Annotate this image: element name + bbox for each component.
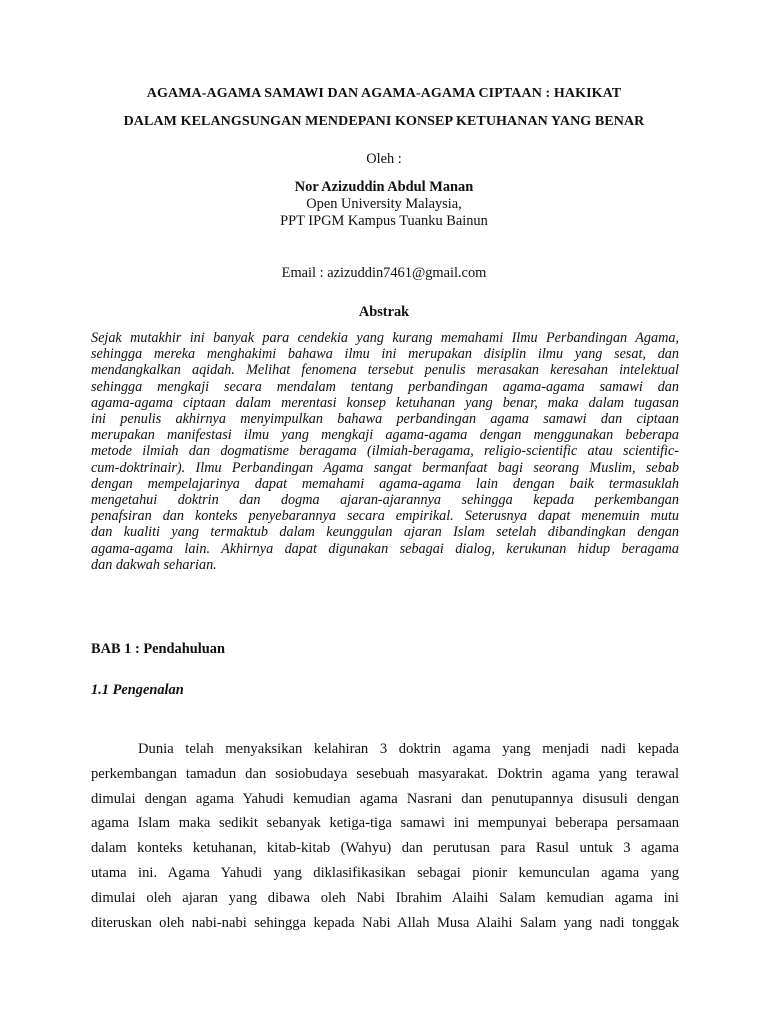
abstract-line: metode ilmiah dan dogmatisme beragama (ilmiah-beragama, religio-scientific atau scientific- <box>91 443 679 460</box>
section-heading: 1.1 Pengenalan <box>91 682 184 698</box>
chapter-body <box>91 737 679 935</box>
abstract-line: penafsiran dan konteks penyebarannya secara empirikal. Seterusnya dapat menemuin mutu <box>91 508 679 525</box>
paragraph-line: agama Islam maka sedikit sebanyak ketiga-tiga samawi ini mempunyai beberapa persamaan <box>91 815 679 832</box>
abstract-line: dan dakwah seharian. <box>91 556 217 573</box>
author-name: Nor Azizuddin Abdul Manan <box>294 179 474 195</box>
oleh-label: Oleh : <box>366 151 402 167</box>
abstract-line: cum-doktrinair). Ilmu Perbandingan Agama sangat bermanfaat bagi seorang Muslim, sebab <box>91 459 679 476</box>
paragraph-line: utama ini. Agama Yahudi yang diklasifikasikan sebagai pionir kemunculan agama yang <box>91 864 679 881</box>
chapter-heading: BAB 1 : Pendahuluan <box>91 641 225 657</box>
abstract-heading: Abstrak <box>358 304 410 320</box>
author-email: Email : azizuddin7461@gmail.com <box>281 265 487 281</box>
paragraph-line: dalam konteks ketuhanan, kitab-kitab (Wahyu) dan perutusan para Rasul untuk 3 agama <box>91 840 679 857</box>
paragraph-line: diteruskan oleh nabi-nabi sehingga kepada Nabi Allah Musa Alaihi Salam yang nadi tonggak <box>91 914 679 931</box>
abstract-line: dan kualiti yang termaktub dalam keunggulan ajaran Islam setelah dibandingkan dengan <box>91 524 679 541</box>
abstract-line: merupakan manifestasi ilmu yang mengkaji agama-agama dengan menggunakan beberapa <box>91 427 679 444</box>
abstract-body <box>91 330 679 573</box>
title-line-2: DALAM KELANGSUNGAN MENDEPANI KONSEP KETUHANAN YANG BENAR <box>123 114 645 129</box>
abstract-line: sehingga mengkaji secara mendalam tentang perbandingan agama-agama samawi dan <box>91 378 679 395</box>
abstract-line: sehingga mereka menghakimi bahawa ilmu ini merupakan disiplin ilmu yang sesat, dan <box>91 346 679 363</box>
affiliation-line-2: PPT IPGM Kampus Tuanku Bainun <box>280 213 488 229</box>
abstract-line: Sejak mutakhir ini banyak para cendekia yang kurang memahami Ilmu Perbandingan Agama, <box>91 330 679 346</box>
abstract-line: mendangkalkan aqidah. Melihat fenomena tersebut penulis merasakan keresahan intelektual <box>91 362 679 379</box>
abstract-line: ini penulis akhirnya menyimpulkan bahawa perbandingan agama samawi dan ciptaan <box>91 411 679 428</box>
paragraph-line: Dunia telah menyaksikan kelahiran 3 doktrin agama yang menjadi nadi kepada <box>138 741 679 757</box>
paragraph-line: dimulai oleh ajaran yang dibawa oleh Nabi Ibrahim Alaihi Salam kemudian agama ini <box>91 889 679 906</box>
abstract-line: agama-agama lain. Akhirnya dapat digunakan sebagai dialog, kerukunan hidup beragama <box>91 540 679 557</box>
paragraph-line: perkembangan tamadun dan sosiobudaya sesebuah masyarakat. Doktrin agama yang terawal <box>91 765 679 782</box>
title-line-1: AGAMA-AGAMA SAMAWI DAN AGAMA-AGAMA CIPTAAN : HAKIKAT <box>146 86 622 101</box>
paragraph-line: dimulai dengan agama Yahudi kemudian agama Nasrani dan penutupannya disusuli dengan <box>91 790 679 807</box>
abstract-line: mengetahui doktrin dan dogma ajaran-ajarannya sehingga kepada perkembangan <box>91 492 679 509</box>
abstract-line: agama-agama ciptaan dalam merentasi konsep ketuhanan yang benar, maka dalam tugasan <box>91 394 679 411</box>
abstract-line: dengan mempelajarinya dapat memahami agama-agama lain dengan baik termasuklah <box>91 475 679 492</box>
affiliation-line-1: Open University Malaysia, <box>306 196 462 212</box>
